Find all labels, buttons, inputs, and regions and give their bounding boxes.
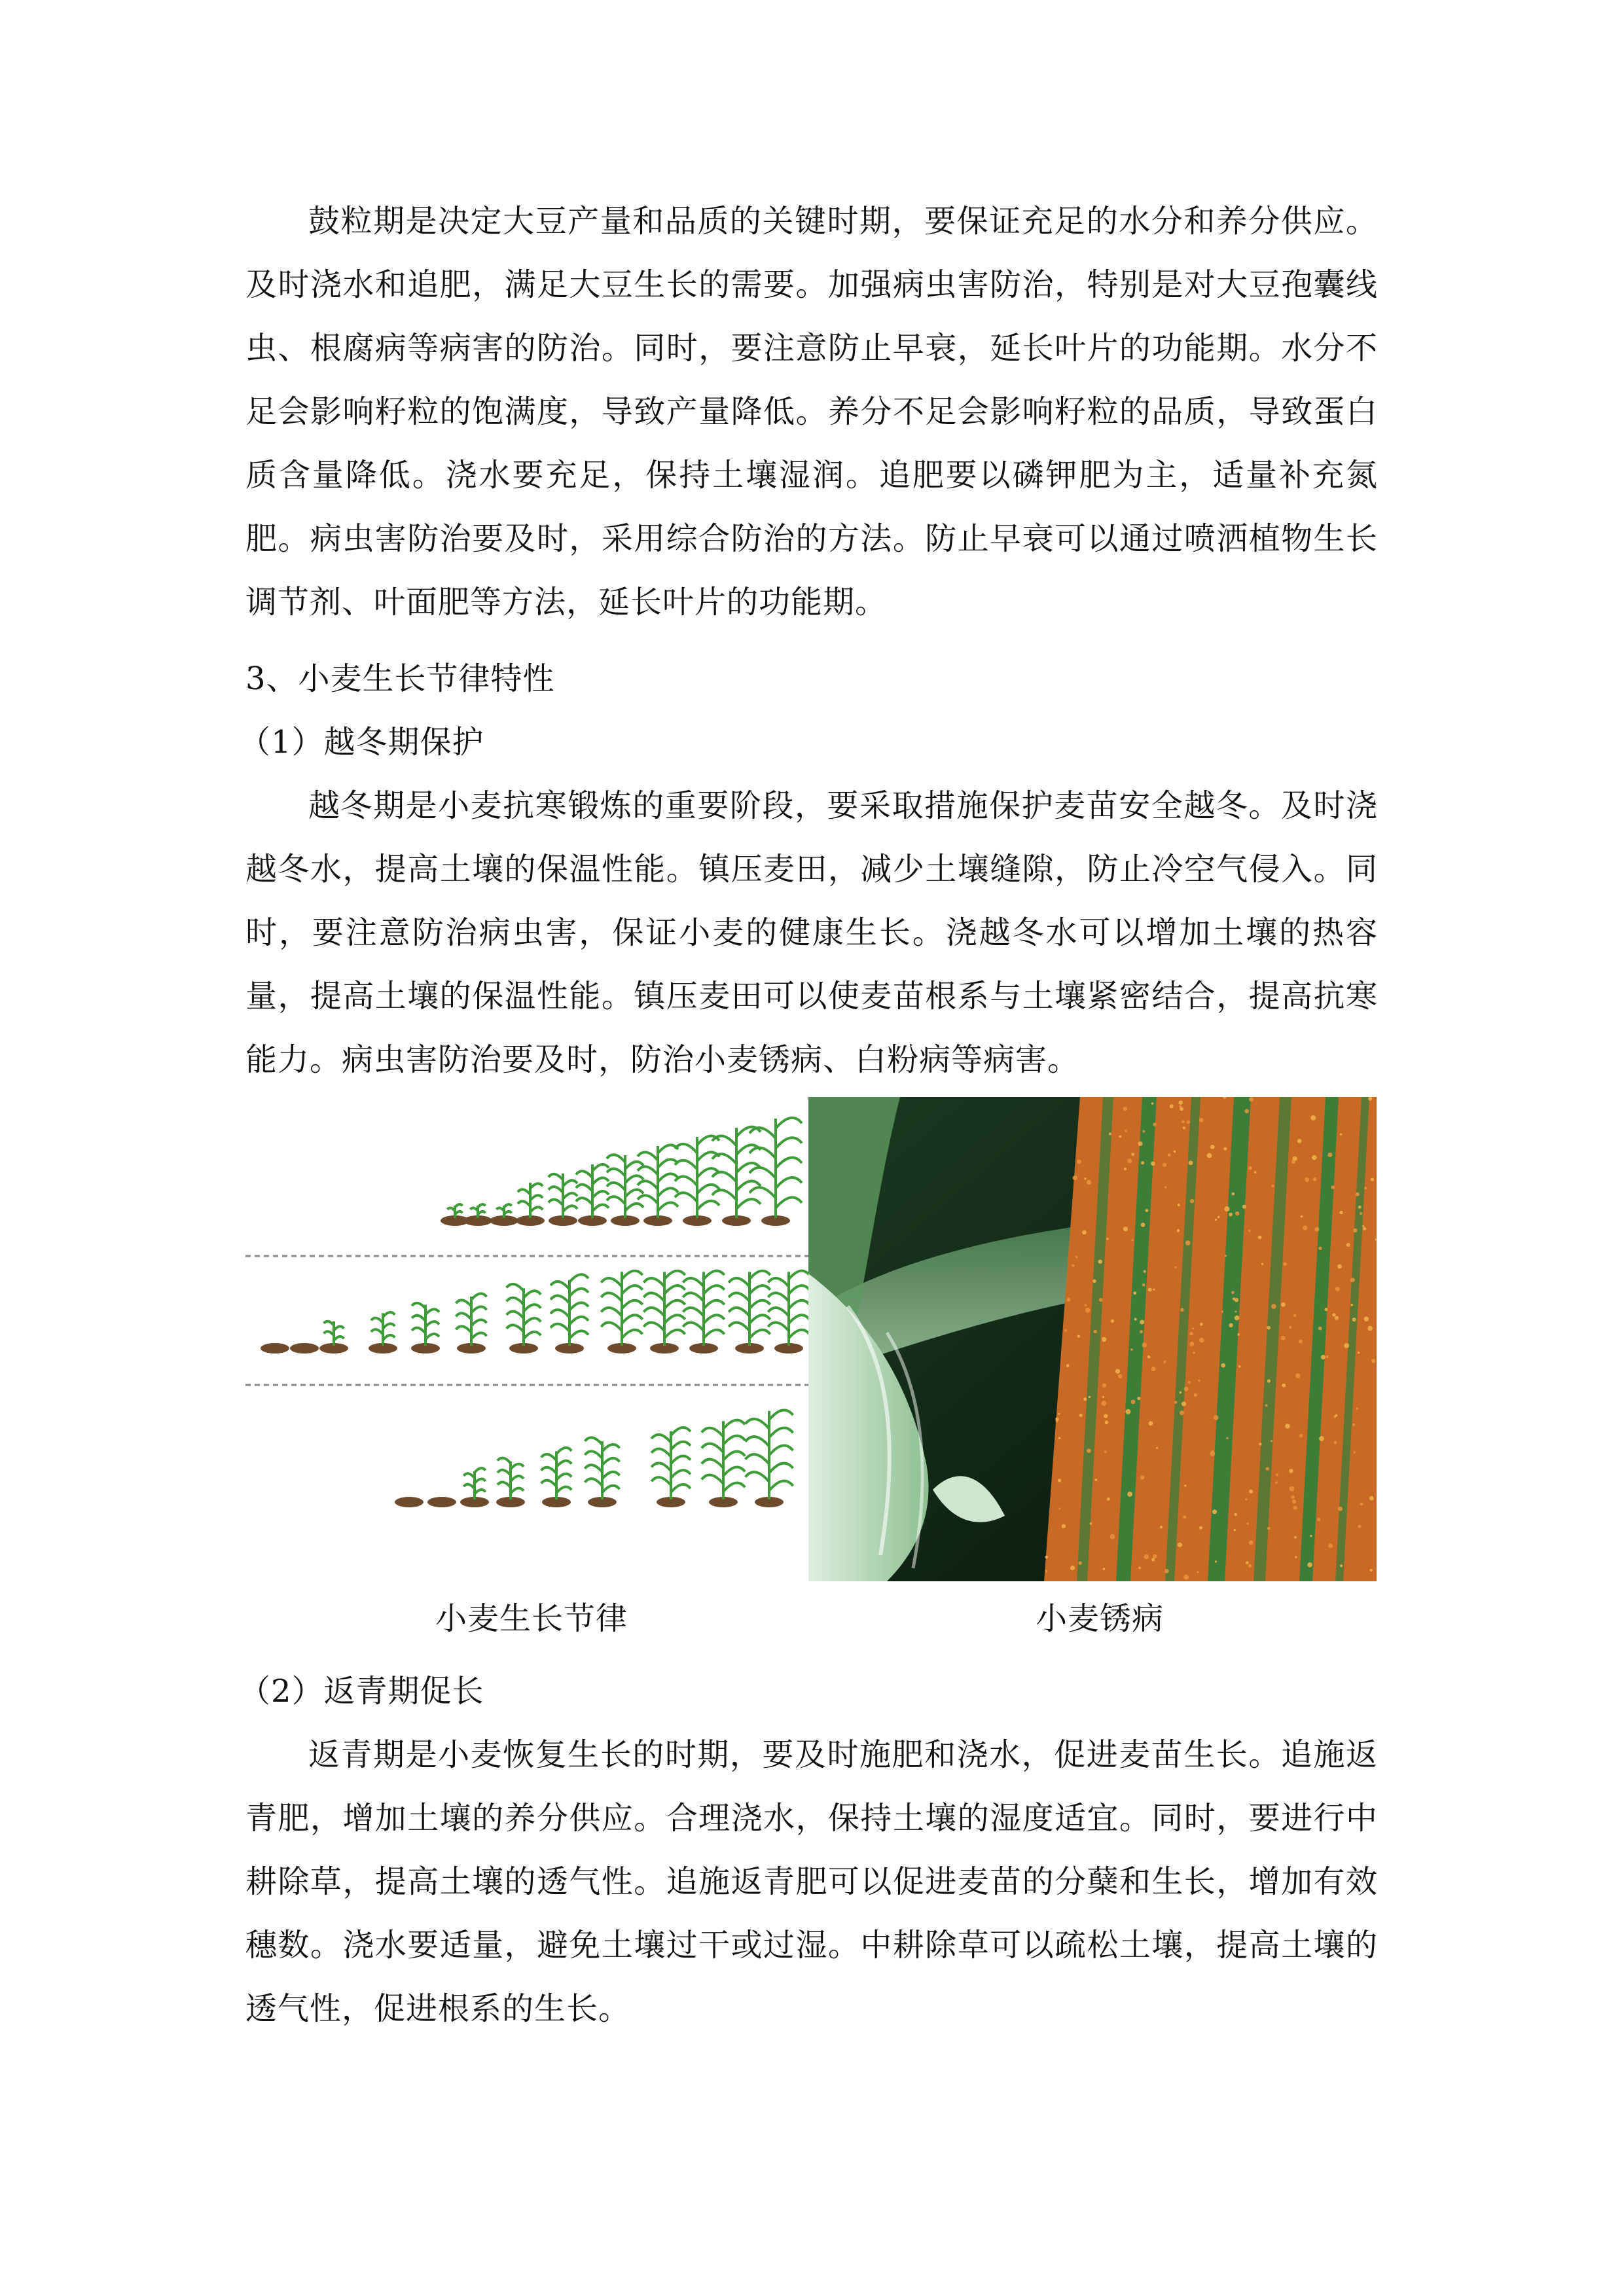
figure-row (245, 1097, 1378, 1581)
figure-captions (245, 1581, 1378, 1660)
paragraph-soybean-pod-filling: 鼓粒期是决定大豆产量和品质的关键时期，要保证充足的水分和养分供应。及时浇水和追肥，满足大豆生长的需要。加强病虫害防治，特别是对大豆孢囊线虫、根腐病等病害的防治。同时，要注意防止早衰，延长叶片的功能期。水分不足会影响籽粒的饱满度，导致产量降低。养分不足会影响籽粒的品质，导致蛋白质含量降低。浇水要充足，保持土壤湿润。追肥要以磷钾肥为主，适量补充氮肥。病虫害防治要及时，采用综合防治的方法。防止早衰可以通过喷洒植物生长调节剂、叶面肥等方法，延长叶片的功能期。 (245, 203, 1378, 620)
wheat-plant-icon (427, 1497, 456, 1507)
document-page (239, 190, 1378, 2041)
paragraph-overwintering: 越冬期是小麦抗寒锻炼的重要阶段，要采取措施保护麦苗安全越冬。及时浇越冬水，提高土壤的保温性能。镇压麦田，减少土壤缝隙，防止冷空气侵入。同时，要注意防治病虫害，保证小麦的健康生长。浇越冬水可以增加土壤的热容量，提高土壤的保温性能。镇压麦田可以使麦苗根系与土壤紧密结合，提高抗寒能力。病虫害防治要及时，防治小麦锈病、白粉病等病害。 (245, 787, 1378, 1078)
wheat-growth-stages-illustration (245, 1097, 808, 1581)
subheading-overwintering: （1）越冬期保护 (239, 724, 484, 761)
wheat-plant-icon (395, 1497, 424, 1507)
subheading-greening-stage: （2）返青期促长 (239, 1673, 484, 1710)
caption-wheat-growth-rhythm: 小麦生长节律 (435, 1600, 628, 1637)
caption-wheat-rust: 小麦锈病 (1036, 1600, 1164, 1637)
paragraph-greening-stage: 返青期是小麦恢复生长的时期，要及时施肥和浇水，促进麦苗生长。追施返青肥，增加土壤的养分供应。合理浇水，保持土壤的湿度适宜。同时，要进行中耕除草，提高土壤的透气性。追施返青肥可以促进麦苗的分蘖和生长，增加有效穗数。浇水要适量，避免土壤过干或过湿。中耕除草可以疏松土壤，提高土壤的透气性，促进根系的生长。 (245, 1736, 1378, 2027)
wheat-rust-photo (808, 1097, 1377, 1581)
wheat-plant-icon (261, 1343, 289, 1354)
wheat-plant-icon (290, 1343, 319, 1354)
section-heading-wheat-growth: 3、小麦生长节律特性 (245, 660, 555, 697)
